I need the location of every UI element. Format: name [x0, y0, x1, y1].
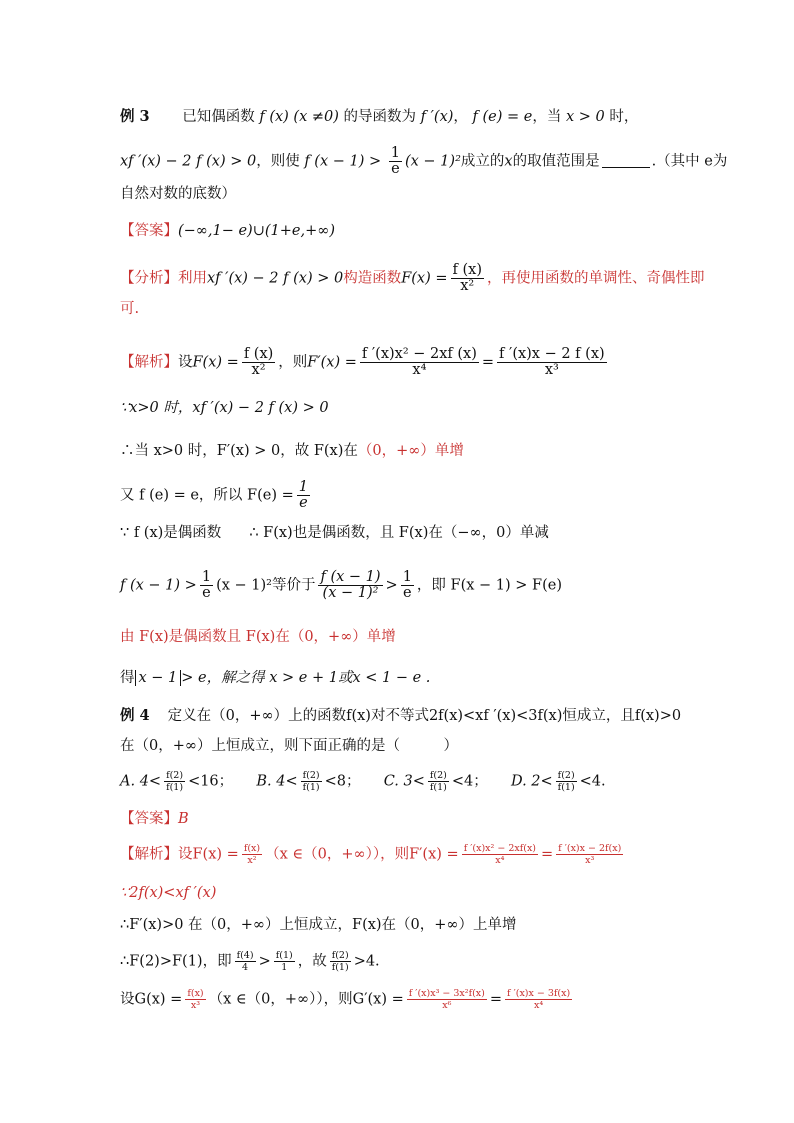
- ex3-solution-line4: 又 f (e) = e，所以 F(e) = $\frac{1}{e}$: [120, 479, 308, 511]
- ex3-solution-line1: 【解析】设F(x) = $\frac{f (x)}{\text{x²}}$ ，则F′(x) = $\frac{\text{f ′(x)x² − 2xf (x)}}{\text{x⁴}}$ = $\frac{f '(x)x - 2 f (x)}{\text{x³}}$: [120, 346, 605, 378]
- ex3-question-line2: xf ′(x) − 2 f (x) > 0，则使 f (x − 1) > $\frac{1}{e}$ (x − 1)²成立的x的取值范围是 .（其中 e为: [120, 145, 728, 177]
- ex3-label: 例 3: [120, 108, 150, 125]
- ex4-solution-line5: 设G(x) = $\frac{f(x)}{\text{x³}}$ （x ∈（0，+∞）），则G′(x) = $\frac{\text{f ′(x)x³ − 3x²f(x)}}{\text{x⁶}}$ = $\frac{f '(x)x - 3f(x)}{\text{x⁴}}$: [120, 988, 571, 1011]
- fraction: $\frac{1}{e}$: [298, 479, 308, 511]
- ex4-solution-line4: ∴F(2)>F(1)，即 $\frac{f(4)}{4}$ > $\frac{f(1)}{1}$ ，故 $\frac{f(2)}{f(1)}$ >4.: [120, 950, 380, 973]
- ex4-question-line1: 例 4 定义在（0，+∞）上的函数f(x)对不等式2f(x)<xf ′(x)<3f(x)恒成立，且f(x)>0: [120, 707, 682, 724]
- ex4-label: 例 4: [120, 707, 150, 724]
- ex3-analysis-line2: 可.: [120, 301, 140, 317]
- fraction: $\frac{f '(x)x - 2 f (x)}{\text{x³}}$: [499, 346, 605, 378]
- ex3-solution-line7: 由 F(x)是偶函数且 F(x)在（0，+∞）单增: [120, 629, 396, 645]
- ex4-solution-line3: ∴F′(x)>0 在（0，+∞）上恒成立，F(x)在（0，+∞）上单增: [120, 917, 517, 933]
- answer-blank: [602, 153, 650, 168]
- ex4-solution-line2: ∵2f(x)<xf ′(x): [120, 885, 217, 901]
- ex3-solution-line5: ∵ f (x)是偶函数 ∴ F(x)也是偶函数，且 F(x)在（−∞，0）单减: [120, 525, 549, 541]
- ex3-solution-line8: 得 x − 1 > e，解之得 x > e + 1或x < 1 − e .: [120, 670, 431, 686]
- fraction: $\frac{\text{f ′(x)x² − 2xf (x)}}{\text{x⁴}}$: [361, 346, 477, 378]
- fraction: $\frac{1}{e}$: [201, 569, 212, 601]
- ex4-answer: 【答案】B: [120, 811, 189, 827]
- ex3-analysis-line1: 【分析】利用xf ′(x) − 2 f (x) > 0构造函数F(x) = $\frac{f (x)}{\text{x²}}$ ，再使用函数的单调性、奇偶性即: [120, 262, 705, 294]
- ex4-solution-line1: 【解析】设F(x) = $\frac{f(x)}{\text{x²}}$ （x ∈（0，+∞）），则F′(x) = $\frac{\text{f ′(x)x² − 2xf(x)}}{\text{x⁴}}$ = $\frac{f '(x)x - 2f(x)}{\text{x³}}$: [120, 843, 622, 866]
- fraction: $\frac{f (x)}{\text{x²}}$: [452, 262, 482, 294]
- fraction: $\frac{f (x)}{\text{x²}}$: [243, 346, 274, 378]
- ex3-solution-line6: f (x − 1) > $\frac{1}{e}$ (x − 1)²等价于 $\frac{f (x - 1)}{\text{(x − 1)²}}$ > $\frac{1}{e}$ ，即 F(x − 1) > F(e): [120, 569, 562, 601]
- fraction: $\frac{1}{e}$: [390, 145, 400, 177]
- fraction: $\frac{f (x - 1)}{\text{(x − 1)²}}$: [320, 569, 381, 601]
- fraction: $\frac{1}{e}$: [402, 569, 412, 601]
- ex3-question-line1: 例 3 已知偶函数 f (x) (x ≠0) 的导函数为 f ′(x)， f (e) = e，当 x > 0 时，: [120, 108, 639, 125]
- ex4-options: A. 4< $\frac{f(2)}{f(1)}$ <16； B. 4< $\frac{f(2)}{f(1)}$ <8； C. 3< $\frac{f(2)}{f(1)}$ <4； D. 2< $\frac{f(2)}{f(1)}$ <4.: [120, 770, 606, 793]
- ex3-question-line3: 自然对数的底数）: [120, 186, 236, 202]
- ex3-answer: 【答案】(−∞,1− e)∪(1+e,+∞): [120, 223, 335, 239]
- ex3-solution-line3: ∴当 x>0 时，F′(x) > 0，故 F(x)在（0，+∞）单增: [120, 443, 464, 459]
- ex4-question-line2: 在（0，+∞）上恒成立，则下面正确的是（ ）: [120, 738, 458, 754]
- ex3-solution-line2: ∵x>0 时，xf ′(x) − 2 f (x) > 0: [120, 400, 329, 416]
